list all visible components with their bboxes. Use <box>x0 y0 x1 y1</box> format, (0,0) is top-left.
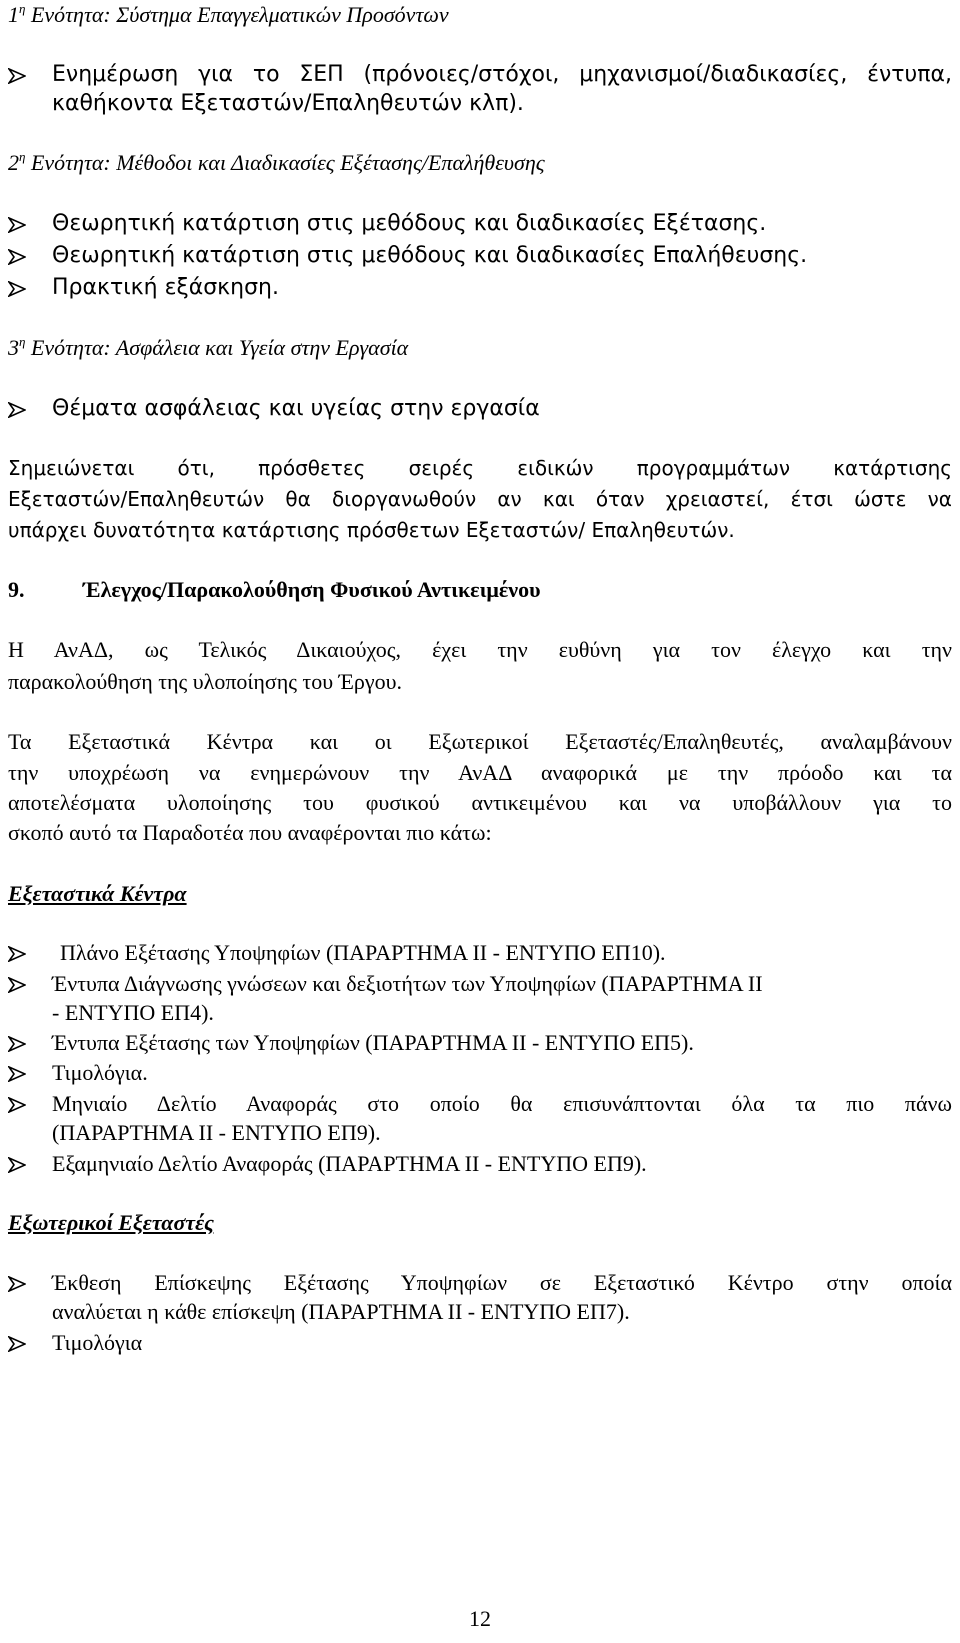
unit3-heading <box>8 335 408 361</box>
arrow-bullet-icon <box>8 281 26 297</box>
centres-bullet-5-line2: (ΠΑΡΑΡΤΗΜΑ ΙΙ - ΕΝΤΥΠΟ ΕΠ9). <box>52 1120 381 1145</box>
arrow-bullet-icon <box>8 1097 26 1113</box>
section9-p2-line3: αποτελέσματα υλοποίησης του φυσικού αντικειμένου και να υποβάλλουν για το <box>8 790 952 815</box>
unit2-ordinal: η <box>19 149 26 164</box>
unit3-bullet-1: Θέματα ασφάλειας και υγείας στην εργασία <box>52 396 540 421</box>
centres-bullet-4: Τιμολόγια. <box>52 1060 148 1085</box>
section9-p1-line1: Η ΑνΑΔ, ως Τελικός Δικαιούχος, έχει την ευθύνη για τον έλεγχο και την <box>8 637 952 662</box>
unit2-title: Ενότητα: Μέθοδοι και Διαδικασίες Εξέτασης/Επαλήθευσης <box>30 150 545 175</box>
unit1-bullet-line2: καθήκοντα Εξεταστών/Επαληθευτών κλπ). <box>52 91 524 116</box>
note-line2: Εξεταστών/Επαληθευτών θα διοργανωθούν αν και όταν χρειαστεί, έτσι ώστε να <box>8 487 952 511</box>
arrow-bullet-icon <box>8 977 26 993</box>
centres-bullet-2-line1: Έντυπα Διάγνωσης γνώσεων και δεξιοτήτων των Υποψηφίων (ΠΑΡΑΡΤΗΜΑ ΙΙ <box>52 971 763 996</box>
note-line3: υπάρχει δυνατότητα κατάρτισης πρόσθετων Εξεταστών/ Επαληθευτών. <box>8 518 735 542</box>
unit1-bullet-line1: Ενημέρωση για το ΣΕΠ (πρόνοιες/στόχοι, μηχανισμοί/διαδικασίες, έντυπα, <box>52 62 952 87</box>
unit3-title: Ενότητα: Ασφάλεια και Υγεία στην Εργασία <box>30 335 409 360</box>
unit1-heading <box>8 2 449 28</box>
arrow-bullet-icon <box>8 249 26 265</box>
unit1-number: 1 <box>8 2 19 27</box>
centres-bullet-5-line1: Μηνιαίο Δελτίο Αναφοράς στο οποίο θα επισυνάπτονται όλα τα πιο πάνω <box>52 1091 952 1116</box>
arrow-bullet-icon <box>8 1157 26 1173</box>
arrow-bullet-icon <box>8 1336 26 1352</box>
section9-p1-line2: παρακολούθηση της υλοποίησης του Έργου. <box>8 669 403 694</box>
centres-bullet-2-line2: - ΕΝΤΥΠΟ ΕΠ4). <box>52 1000 214 1025</box>
arrow-bullet-icon <box>8 68 26 84</box>
arrow-bullet-icon <box>8 1276 26 1292</box>
section9-number: 9. <box>8 577 25 602</box>
section9-p2-line1: Τα Εξεταστικά Κέντρα και οι Εξωτερικοί Εξεταστές/Επαληθευτές, αναλαμβάνουν <box>8 729 952 754</box>
section9-title: Έλεγχος/Παρακολούθηση Φυσικού Αντικειμένου <box>83 577 541 602</box>
centres-bullet-3: Έντυπα Εξέτασης των Υποψηφίων (ΠΑΡΑΡΤΗΜΑ ΙΙ - ΕΝΤΥΠΟ ΕΠ5). <box>52 1030 694 1055</box>
examiners-heading: Εξωτερικοί Εξεταστές <box>8 1210 214 1235</box>
unit1-ordinal: η <box>19 1 26 16</box>
examiners-bullet-1-line1: Έκθεση Επίσκεψης Εξέτασης Υποψηφίων σε Εξεταστικό Κέντρο στην οποία <box>52 1270 952 1295</box>
arrow-bullet-icon <box>8 946 26 962</box>
unit1-title: Ενότητα: Σύστημα Επαγγελματικών Προσόντων <box>30 2 449 27</box>
arrow-bullet-icon <box>8 1066 26 1082</box>
page-number: 12 <box>469 1606 491 1631</box>
note-line1: Σημειώνεται ότι, πρόσθετες σειρές ειδικών προγραμμάτων κατάρτισης <box>8 456 952 480</box>
section9-p2-line2: την υποχρέωση να ενημερώνουν την ΑνΑΔ αναφορικά με την πρόοδο και τα <box>8 760 952 785</box>
unit2-bullet-2: Θεωρητική κατάρτιση στις μεθόδους και διαδικασίες Επαλήθευσης. <box>52 243 808 268</box>
examiners-bullet-1-line2: αναλύεται η κάθε επίσκεψη (ΠΑΡΑΡΤΗΜΑ ΙΙ - ΕΝΤΥΠΟ ΕΠ7). <box>52 1299 630 1324</box>
arrow-bullet-icon <box>8 402 26 418</box>
section9-heading <box>8 577 541 603</box>
centres-bullet-1: Πλάνο Εξέτασης Υποψηφίων (ΠΑΡΑΡΤΗΜΑ ΙΙ - ΕΝΤΥΠΟ ΕΠ10). <box>60 940 666 965</box>
examiners-bullet-2: Τιμολόγια <box>52 1330 143 1355</box>
unit2-bullet-3: Πρακτική εξάσκηση. <box>52 275 279 300</box>
section9-p2-line4: σκοπό αυτό τα Παραδοτέα που αναφέρονται πιο κάτω: <box>8 820 492 845</box>
unit2-heading <box>8 150 545 176</box>
centres-bullet-6: Εξαμηνιαίο Δελτίο Αναφοράς (ΠΑΡΑΡΤΗΜΑ ΙΙ - ΕΝΤΥΠΟ ΕΠ9). <box>52 1151 647 1176</box>
unit3-number: 3 <box>8 335 19 360</box>
centres-heading: Εξεταστικά Κέντρα <box>8 881 187 906</box>
unit3-ordinal: η <box>19 334 26 349</box>
arrow-bullet-icon <box>8 217 26 233</box>
unit2-bullet-1: Θεωρητική κατάρτιση στις μεθόδους και διαδικασίες Εξέτασης. <box>52 211 767 236</box>
unit2-number: 2 <box>8 150 19 175</box>
arrow-bullet-icon <box>8 1036 26 1052</box>
